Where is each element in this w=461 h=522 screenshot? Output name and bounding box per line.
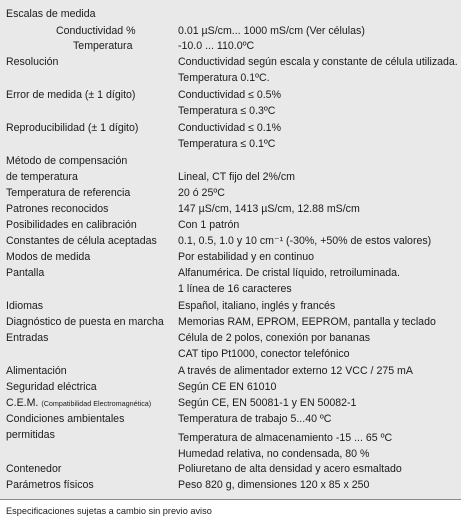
spec-label: Reproducibilidad (± 1 dígito) xyxy=(6,122,139,134)
spec-value: Conductividad según escala y constante de célula utilizada. xyxy=(178,56,458,68)
spec-label: permitidas xyxy=(6,429,55,441)
spec-value: Temperatura ≤ 0.1ºC xyxy=(178,138,276,150)
spec-label: Pantalla xyxy=(6,267,45,279)
spec-label: Resolución xyxy=(6,56,59,68)
spec-value: A través de alimentador externo 12 VCC / 275 mA xyxy=(178,365,413,377)
spec-label-note: (Compatibilidad Electromagnética) xyxy=(41,399,152,408)
footer-note: Especificaciones sujetas a cambio sin previo aviso xyxy=(6,506,212,516)
spec-value: Español, italiano, inglés y francés xyxy=(178,300,336,312)
spec-label: Conductividad % xyxy=(56,25,136,37)
spec-value: 0.1, 0.5, 1.0 y 10 cm⁻¹ (-30%, +50% de estos valores) xyxy=(178,235,432,247)
spec-label: Condiciones ambientales xyxy=(6,413,125,425)
spec-value: Conductividad ≤ 0.1% xyxy=(178,122,281,134)
spec-value: Alfanumérica. De cristal líquido, retroiluminada. xyxy=(178,267,400,279)
spec-value: Célula de 2 polos, conexión por bananas xyxy=(178,332,371,344)
spec-label: Idiomas xyxy=(6,300,44,312)
spec-value: Lineal, CT fijo del 2%/cm xyxy=(178,171,295,183)
spec-value: Temperatura de trabajo 5...40 ºC xyxy=(178,413,332,425)
spec-label: Modos de medida xyxy=(6,251,91,263)
spec-label: Método de compensación xyxy=(6,155,128,167)
spec-label: Constantes de célula aceptadas xyxy=(6,235,157,247)
spec-value: Poliuretano de alta densidad y acero esmaltado xyxy=(178,463,402,475)
spec-value: Con 1 patrón xyxy=(178,219,240,231)
spec-label: Contenedor xyxy=(6,463,62,475)
spec-label: Diagnóstico de puesta en marcha xyxy=(6,316,164,328)
spec-value: 147 µS/cm, 1413 µS/cm, 12.88 mS/cm xyxy=(178,203,360,215)
spec-label-text: C.E.M. xyxy=(6,397,39,409)
spec-label: de temperatura xyxy=(6,171,78,183)
spec-label: Seguridad eléctrica xyxy=(6,381,97,393)
spec-value: Memorias RAM, EPROM, EEPROM, pantalla y teclado xyxy=(178,316,436,328)
spec-value: Humedad relativa, no condensada, 80 % xyxy=(178,448,370,460)
spec-label: Temperatura de referencia xyxy=(6,187,131,199)
spec-value: -10.0 ... 110.0ºC xyxy=(178,40,255,52)
spec-value: 1 línea de 16 caracteres xyxy=(178,283,292,295)
spec-value: Temperatura de almacenamiento -15 ... 65 ºC xyxy=(178,432,393,444)
divider xyxy=(0,499,461,500)
spec-label: Alimentación xyxy=(6,365,67,377)
spec-value: Temperatura ≤ 0.3ºC xyxy=(178,105,276,117)
spec-value: 0.01 µS/cm... 1000 mS/cm (Ver células) xyxy=(178,25,365,37)
spec-value: 20 ó 25ºC xyxy=(178,187,225,199)
spec-label: Patrones reconocidos xyxy=(6,203,109,215)
spec-label: Error de medida (± 1 dígito) xyxy=(6,89,136,101)
spec-value: CAT tipo Pt1000, conector telefónico xyxy=(178,348,350,360)
spec-label: Escalas de medida xyxy=(6,8,96,20)
spec-value: Por estabilidad y en continuo xyxy=(178,251,315,263)
spec-label: Temperatura xyxy=(73,40,133,52)
spec-label: Posibilidades en calibración xyxy=(6,219,137,231)
spec-value: Según CE, EN 50081-1 y EN 50082-1 xyxy=(178,397,357,409)
spec-value: Conductividad ≤ 0.5% xyxy=(178,89,281,101)
spec-value: Peso 820 g, dimensiones 120 x 85 x 250 xyxy=(178,479,370,491)
spec-value: Según CE EN 61010 xyxy=(178,381,277,393)
spec-value: Temperatura 0.1ºC. xyxy=(178,72,270,84)
spec-label: Parámetros físicos xyxy=(6,479,94,491)
spec-label: Entradas xyxy=(6,332,49,344)
spec-label xyxy=(6,397,151,410)
